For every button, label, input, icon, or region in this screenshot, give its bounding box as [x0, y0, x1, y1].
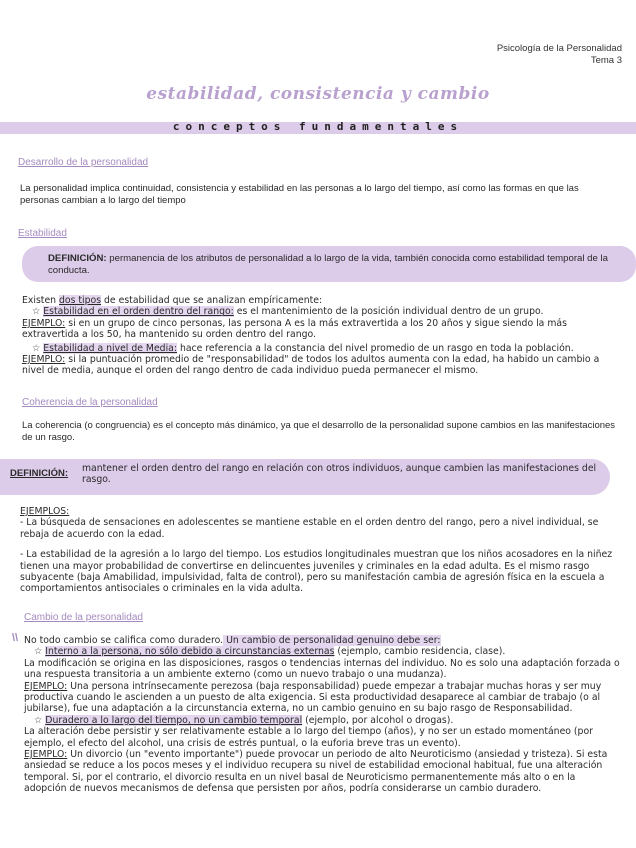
criterion-2: ☆ Duradero a lo largo del tiempo, no un cambio temporal (ejemplo, por alcohol o drogas).: [34, 714, 454, 726]
coherencia-text: La coherencia (o congruencia) es el concepto más dinámico, ya que el desarrollo de la personalidad supone cambios en las manifestaciones de un rasgo.: [22, 420, 616, 443]
example-label: EJEMPLO:: [22, 354, 66, 366]
course-name: Psicología de la Personalidad: [496, 43, 622, 54]
star-icon: ☆: [34, 646, 46, 658]
highlight-dos-tipos: dos tipos: [59, 295, 102, 306]
type1-item: ☆ Estabilidad en el orden dentro del rango: es el mantenimiento de la posición individual dentro de un grupo.: [32, 306, 544, 318]
example-label: EJEMPLO:: [24, 680, 68, 692]
definition-estabilidad: [48, 253, 620, 276]
definition-text: permanencia de los atributos de personalidad a lo largo de la vida, también conocida como estabilidad temporal de la conducta.: [48, 253, 608, 276]
highlight-criterion-2: Duradero a lo largo del tiempo, no un cambio temporal: [45, 714, 303, 726]
desarrollo-text: La personalidad implica continuidad, consistencia y estabilidad en las personas a lo largo del tiempo, así como las formas en que las personas cambian a lo largo del tiempo: [20, 183, 579, 206]
star-icon: ☆: [32, 342, 44, 354]
type2-item: ☆ Estabilidad a nivel de Media: hace referencia a la constancia del nivel promedio de un rasgo en toda la población.: [32, 342, 574, 354]
unit-label: Tema 3: [590, 55, 622, 66]
criterion-2-explanation: La alteración debe persistir y ser relativamente estable a lo largo del tiempo (años), y no ser un estado momentáneo (por ejemplo, el efecto del alcohol, una crisis de estrés puntual, o la euforia breve tras un evento).: [24, 726, 593, 749]
example2: EJEMPLO: si la puntuación promedio de "responsabilidad" de todos los adultos aumenta con la edad, ha habido un cambio a nivel de media, aunque el orden del rango dentro de cada individuo pueda permanecer el mismo.: [22, 354, 600, 377]
estabilidad-body: [22, 295, 622, 377]
criterion-2-example: EJEMPLO: Un divorcio (un "evento importante") puede provocar un periodo de alto Neuroticismo (ansiedad y tristeza). Si esta ansiedad se reduce a los pocos meses y el individuo recupera su nivel de estabilidad emocional habitual, fue una alteración temporal. Si, por el contrario, el divorcio resulta en un nivel basal de Neuroticismo permanentemente más alto o en la adopción de nuevos mecanismos de defensa que persisten por años, podría considerarse un cambio duradero.: [24, 749, 608, 795]
section-heading-cambio: Cambio de la personalidad: [24, 612, 143, 623]
criterion-1-example: EJEMPLO: Una persona intrínsecamente perezosa (baja responsabilidad) puede empezar a trabajar muchas horas y ser muy productiva cuando le ascienden a un puesto de alta exigencia. Si esta productividad desaparece al cambiar de trabajo (o al jubilarse), fue una adaptación a la circunstancia externa, no un cambio genuino en su bajo rasgo de Responsabilidad.: [24, 680, 602, 715]
definition-label-coherencia: DEFINICIÓN:: [10, 468, 69, 479]
examples-label: EJEMPLOS:: [20, 506, 70, 517]
section-heading-estabilidad: Estabilidad: [18, 228, 67, 239]
definition-label: DEFINICIÓN:: [48, 253, 107, 264]
example-label: EJEMPLO:: [22, 317, 66, 329]
page-subtitle: conceptos fundamentales: [172, 120, 464, 133]
coherencia-example-1: - La búsqueda de sensaciones en adolescentes se mantiene estable en el orden dentro del rango, pero a nivel individual, se rebaja de acuerdo con la edad.: [20, 517, 599, 540]
section-heading-coherencia: Coherencia de la personalidad: [22, 397, 158, 408]
margin-mark: \\: [12, 632, 19, 644]
definition-coherencia-text: mantener el orden dentro del rango en relación con otros individuos, aunque cambien las manifestaciones del rasgo.: [82, 463, 597, 486]
example1: EJEMPLO: si en un grupo de cinco personas, las persona A es la más extravertida a los 20 años y sigue siendo la más extravertida a los 50, ha mantenido su orden dentro del rango.: [22, 317, 567, 341]
highlight-type1: Estabilidad en el orden dentro del rango:: [43, 306, 234, 318]
estabilidad-intro: Existen dos tipos de estabilidad que se analizan empíricamente:: [22, 295, 323, 306]
highlight-criterion-1: Interno a la persona, no sólo debido a circunstancias externas: [45, 646, 335, 658]
highlight-type2: Estabilidad a nivel de Media:: [43, 342, 177, 354]
star-icon: ☆: [34, 714, 46, 726]
coherencia-example-2: - La estabilidad de la agresión a lo largo del tiempo. Los estudios longitudinales muestran que los niños acosadores en la niñez tienen una mayor probabilidad de convertirse en delincuentes juveniles y criminales en la edad adulta. Es el mismo rasgo subyacente (baja Amabilidad, impulsividad, falta de control), pero su manifestación cambia de agresión física en la escuela a comportamientos antisociales o criminales en la vida adulta.: [20, 549, 613, 595]
criterion-1: ☆ Interno a la persona, no sólo debido a circunstancias externas (ejemplo, cambio residencia, clase).: [34, 646, 506, 658]
section-heading-desarrollo: Desarrollo de la personalidad: [18, 157, 149, 168]
page-header: [497, 43, 622, 67]
star-icon: ☆: [32, 306, 44, 318]
criterion-1-explanation: La modificación se origina en las disposiciones, rasgos o tendencias internas del individuo. No es solo una adaptación forzada o una respuesta transitoria a un ambiente externo (como un nuevo trabajo o una mudanza).: [24, 657, 620, 681]
page-title: estabilidad, consistencia y cambio: [146, 84, 490, 104]
cambio-body: [24, 635, 620, 795]
highlight-intro: Un cambio de personalidad genuino debe ser:: [223, 635, 441, 646]
cambio-intro: No todo cambio se califica como duradero. Un cambio de personalidad genuino debe ser:: [24, 635, 441, 646]
example-label: EJEMPLO:: [24, 749, 68, 761]
coherencia-examples: [20, 506, 620, 595]
